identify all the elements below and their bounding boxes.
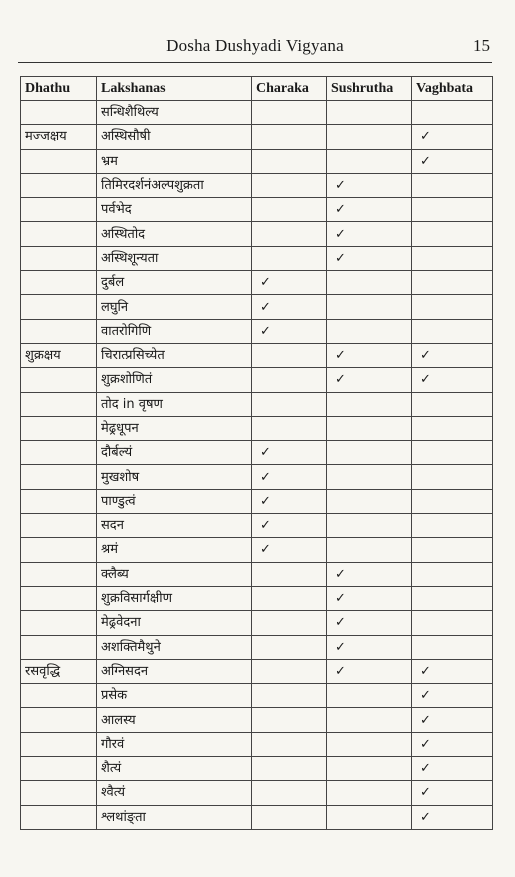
charaka-cell xyxy=(252,222,327,246)
charaka-cell xyxy=(252,635,327,659)
sushrutha-cell xyxy=(327,149,412,173)
sushrutha-cell xyxy=(327,562,412,586)
lakshana-cell: शुक्रविसार्गक्षीण xyxy=(97,586,252,610)
charaka-cell xyxy=(252,149,327,173)
charaka-cell xyxy=(252,757,327,781)
dhathu-cell xyxy=(21,586,97,610)
table-row xyxy=(21,465,493,489)
column-header-vaghbata: Vaghbata xyxy=(412,77,493,101)
table-row xyxy=(21,805,493,829)
table-row xyxy=(21,441,493,465)
checkmark-icon: ✓ xyxy=(260,445,271,461)
charaka-cell xyxy=(252,489,327,513)
sushrutha-cell xyxy=(327,416,412,440)
sushrutha-cell xyxy=(327,173,412,197)
dhathu-cell: रसवृद्धि xyxy=(21,659,97,683)
checkmark-icon: ✓ xyxy=(420,153,431,169)
table-row xyxy=(21,659,493,683)
checkmark-icon: ✓ xyxy=(260,299,271,315)
checkmark-icon: ✓ xyxy=(420,663,431,679)
charaka-cell xyxy=(252,416,327,440)
checkmark-icon: ✓ xyxy=(335,250,346,266)
sushrutha-cell xyxy=(327,295,412,319)
table-row xyxy=(21,125,493,149)
lakshana-cell: मुखशोष xyxy=(97,465,252,489)
charaka-cell xyxy=(252,684,327,708)
sushrutha-cell xyxy=(327,368,412,392)
checkmark-icon: ✓ xyxy=(335,663,346,679)
lakshana-cell: श्वैत्यं xyxy=(97,781,252,805)
table-row xyxy=(21,586,493,610)
page-header xyxy=(20,36,490,60)
table-row xyxy=(21,246,493,270)
vaghbata-cell xyxy=(412,781,493,805)
checkmark-icon: ✓ xyxy=(420,761,431,777)
vaghbata-cell xyxy=(412,125,493,149)
dhathu-cell xyxy=(21,271,97,295)
lakshana-table xyxy=(20,76,493,830)
column-header-dhathu: Dhathu xyxy=(21,77,97,101)
dhathu-cell xyxy=(21,732,97,756)
sushrutha-cell xyxy=(327,222,412,246)
sushrutha-cell xyxy=(327,441,412,465)
dhathu-cell xyxy=(21,708,97,732)
sushrutha-cell xyxy=(327,684,412,708)
charaka-cell xyxy=(252,562,327,586)
table-row xyxy=(21,271,493,295)
vaghbata-cell xyxy=(412,757,493,781)
lakshana-cell: श्लथांङ्ता xyxy=(97,805,252,829)
running-title: Dosha Dushyadi Vigyana xyxy=(166,36,344,55)
charaka-cell xyxy=(252,805,327,829)
dhathu-cell xyxy=(21,295,97,319)
table-row xyxy=(21,781,493,805)
charaka-cell xyxy=(252,198,327,222)
checkmark-icon: ✓ xyxy=(420,372,431,388)
checkmark-icon: ✓ xyxy=(420,736,431,752)
checkmark-icon: ✓ xyxy=(335,348,346,364)
dhathu-cell xyxy=(21,149,97,173)
lakshana-cell: पाण्डुत्वं xyxy=(97,489,252,513)
sushrutha-cell xyxy=(327,805,412,829)
lakshana-cell: अस्थितोद xyxy=(97,222,252,246)
dhathu-cell xyxy=(21,222,97,246)
table-row xyxy=(21,611,493,635)
sushrutha-cell xyxy=(327,659,412,683)
lakshana-cell: शुक्रशोणितं xyxy=(97,368,252,392)
table-row xyxy=(21,295,493,319)
lakshana-cell: पर्वभेद xyxy=(97,198,252,222)
dhathu-cell xyxy=(21,562,97,586)
vaghbata-cell xyxy=(412,514,493,538)
dhathu-cell xyxy=(21,635,97,659)
charaka-cell xyxy=(252,708,327,732)
vaghbata-cell xyxy=(412,732,493,756)
checkmark-icon: ✓ xyxy=(260,542,271,558)
lakshana-cell: दौर्बल्यं xyxy=(97,441,252,465)
sushrutha-cell xyxy=(327,198,412,222)
charaka-cell xyxy=(252,125,327,149)
dhathu-cell xyxy=(21,319,97,343)
dhathu-cell xyxy=(21,489,97,513)
vaghbata-cell xyxy=(412,295,493,319)
charaka-cell xyxy=(252,392,327,416)
charaka-cell xyxy=(252,101,327,125)
table-row xyxy=(21,149,493,173)
vaghbata-cell xyxy=(412,198,493,222)
dhathu-cell xyxy=(21,684,97,708)
table-row xyxy=(21,562,493,586)
dhathu-cell xyxy=(21,465,97,489)
vaghbata-cell xyxy=(412,708,493,732)
page-number: 15 xyxy=(473,36,490,55)
vaghbata-cell xyxy=(412,805,493,829)
table-row xyxy=(21,708,493,732)
lakshana-cell: चिरात्प्रसिच्येत xyxy=(97,343,252,367)
lakshana-cell: श्रमं xyxy=(97,538,252,562)
lakshana-cell: गौरवं xyxy=(97,732,252,756)
charaka-cell xyxy=(252,586,327,610)
sushrutha-cell xyxy=(327,125,412,149)
table-body xyxy=(21,101,493,830)
vaghbata-cell xyxy=(412,684,493,708)
dhathu-cell xyxy=(21,173,97,197)
vaghbata-cell xyxy=(412,562,493,586)
sushrutha-cell xyxy=(327,101,412,125)
checkmark-icon: ✓ xyxy=(260,323,271,339)
table-row xyxy=(21,173,493,197)
lakshana-cell: वातरोगिणि xyxy=(97,319,252,343)
charaka-cell xyxy=(252,441,327,465)
lakshana-cell: अस्थिसौषी xyxy=(97,125,252,149)
lakshana-cell: लघुनि xyxy=(97,295,252,319)
lakshana-cell: क्लैब्य xyxy=(97,562,252,586)
checkmark-icon: ✓ xyxy=(420,809,431,825)
charaka-cell xyxy=(252,514,327,538)
lakshana-cell: सन्धिशैथिल्य xyxy=(97,101,252,125)
vaghbata-cell xyxy=(412,416,493,440)
lakshana-cell: शैत्यं xyxy=(97,757,252,781)
table-row xyxy=(21,101,493,125)
checkmark-icon: ✓ xyxy=(420,688,431,704)
lakshana-cell: प्रसेक xyxy=(97,684,252,708)
header-rule xyxy=(18,62,492,63)
column-header-lakshanas: Lakshanas xyxy=(97,77,252,101)
dhathu-cell xyxy=(21,757,97,781)
lakshana-cell: भ्रम xyxy=(97,149,252,173)
charaka-cell xyxy=(252,271,327,295)
lakshana-cell: सदन xyxy=(97,514,252,538)
charaka-cell xyxy=(252,659,327,683)
table-row xyxy=(21,319,493,343)
vaghbata-cell xyxy=(412,368,493,392)
dhathu-cell xyxy=(21,611,97,635)
table-header-row xyxy=(21,77,493,101)
dhathu-cell xyxy=(21,368,97,392)
dhathu-cell xyxy=(21,198,97,222)
table-row xyxy=(21,343,493,367)
table-row xyxy=(21,198,493,222)
lakshana-cell: मेढ्रधूपन xyxy=(97,416,252,440)
vaghbata-cell xyxy=(412,489,493,513)
lakshana-cell: दुर्बल xyxy=(97,271,252,295)
dhathu-cell xyxy=(21,781,97,805)
lakshana-cell: तोद in वृषण xyxy=(97,392,252,416)
lakshana-cell: अशक्तिमैथुने xyxy=(97,635,252,659)
table-row xyxy=(21,732,493,756)
dhathu-cell xyxy=(21,514,97,538)
vaghbata-cell xyxy=(412,319,493,343)
sushrutha-cell xyxy=(327,271,412,295)
sushrutha-cell xyxy=(327,319,412,343)
checkmark-icon: ✓ xyxy=(260,518,271,534)
dhathu-cell: मज्जक्षय xyxy=(21,125,97,149)
checkmark-icon: ✓ xyxy=(260,275,271,291)
table-row xyxy=(21,757,493,781)
checkmark-icon: ✓ xyxy=(260,469,271,485)
dhathu-cell xyxy=(21,392,97,416)
charaka-cell xyxy=(252,538,327,562)
checkmark-icon: ✓ xyxy=(260,493,271,509)
charaka-cell xyxy=(252,246,327,270)
charaka-cell xyxy=(252,465,327,489)
charaka-cell xyxy=(252,611,327,635)
checkmark-icon: ✓ xyxy=(335,566,346,582)
lakshana-cell: अस्थिशून्यता xyxy=(97,246,252,270)
sushrutha-cell xyxy=(327,514,412,538)
sushrutha-cell xyxy=(327,708,412,732)
checkmark-icon: ✓ xyxy=(335,372,346,388)
vaghbata-cell xyxy=(412,586,493,610)
vaghbata-cell xyxy=(412,659,493,683)
sushrutha-cell xyxy=(327,392,412,416)
checkmark-icon: ✓ xyxy=(335,226,346,242)
checkmark-icon: ✓ xyxy=(335,178,346,194)
vaghbata-cell xyxy=(412,538,493,562)
sushrutha-cell xyxy=(327,343,412,367)
table-row xyxy=(21,392,493,416)
lakshana-cell: मेढ्रवेदना xyxy=(97,611,252,635)
checkmark-icon: ✓ xyxy=(335,639,346,655)
charaka-cell xyxy=(252,781,327,805)
sushrutha-cell xyxy=(327,635,412,659)
column-header-charaka: Charaka xyxy=(252,77,327,101)
vaghbata-cell xyxy=(412,149,493,173)
sushrutha-cell xyxy=(327,732,412,756)
sushrutha-cell xyxy=(327,465,412,489)
vaghbata-cell xyxy=(412,392,493,416)
lakshana-cell: तिमिरदर्शनंअल्पशुक्रता xyxy=(97,173,252,197)
table-row xyxy=(21,684,493,708)
table-row xyxy=(21,368,493,392)
lakshana-cell: अग्निसदन xyxy=(97,659,252,683)
vaghbata-cell xyxy=(412,246,493,270)
dhathu-cell xyxy=(21,416,97,440)
vaghbata-cell xyxy=(412,635,493,659)
charaka-cell xyxy=(252,319,327,343)
dhathu-cell xyxy=(21,538,97,562)
dhathu-cell xyxy=(21,246,97,270)
vaghbata-cell xyxy=(412,441,493,465)
sushrutha-cell xyxy=(327,757,412,781)
charaka-cell xyxy=(252,343,327,367)
checkmark-icon: ✓ xyxy=(335,615,346,631)
checkmark-icon: ✓ xyxy=(420,348,431,364)
table-row xyxy=(21,416,493,440)
sushrutha-cell xyxy=(327,489,412,513)
vaghbata-cell xyxy=(412,611,493,635)
dhathu-cell xyxy=(21,101,97,125)
dhathu-cell: शुक्रक्षय xyxy=(21,343,97,367)
checkmark-icon: ✓ xyxy=(335,591,346,607)
vaghbata-cell xyxy=(412,173,493,197)
column-header-sushrutha: Sushrutha xyxy=(327,77,412,101)
table-row xyxy=(21,489,493,513)
dhathu-cell xyxy=(21,805,97,829)
vaghbata-cell xyxy=(412,271,493,295)
table-row xyxy=(21,635,493,659)
checkmark-icon: ✓ xyxy=(335,202,346,218)
table-row xyxy=(21,514,493,538)
lakshana-cell: आलस्य xyxy=(97,708,252,732)
vaghbata-cell xyxy=(412,101,493,125)
sushrutha-cell xyxy=(327,538,412,562)
table-row xyxy=(21,538,493,562)
vaghbata-cell xyxy=(412,222,493,246)
sushrutha-cell xyxy=(327,611,412,635)
checkmark-icon: ✓ xyxy=(420,785,431,801)
checkmark-icon: ✓ xyxy=(420,129,431,145)
checkmark-icon: ✓ xyxy=(420,712,431,728)
charaka-cell xyxy=(252,368,327,392)
sushrutha-cell xyxy=(327,586,412,610)
sushrutha-cell xyxy=(327,781,412,805)
charaka-cell xyxy=(252,173,327,197)
vaghbata-cell xyxy=(412,343,493,367)
charaka-cell xyxy=(252,295,327,319)
vaghbata-cell xyxy=(412,465,493,489)
table-row xyxy=(21,222,493,246)
sushrutha-cell xyxy=(327,246,412,270)
dhathu-cell xyxy=(21,441,97,465)
charaka-cell xyxy=(252,732,327,756)
